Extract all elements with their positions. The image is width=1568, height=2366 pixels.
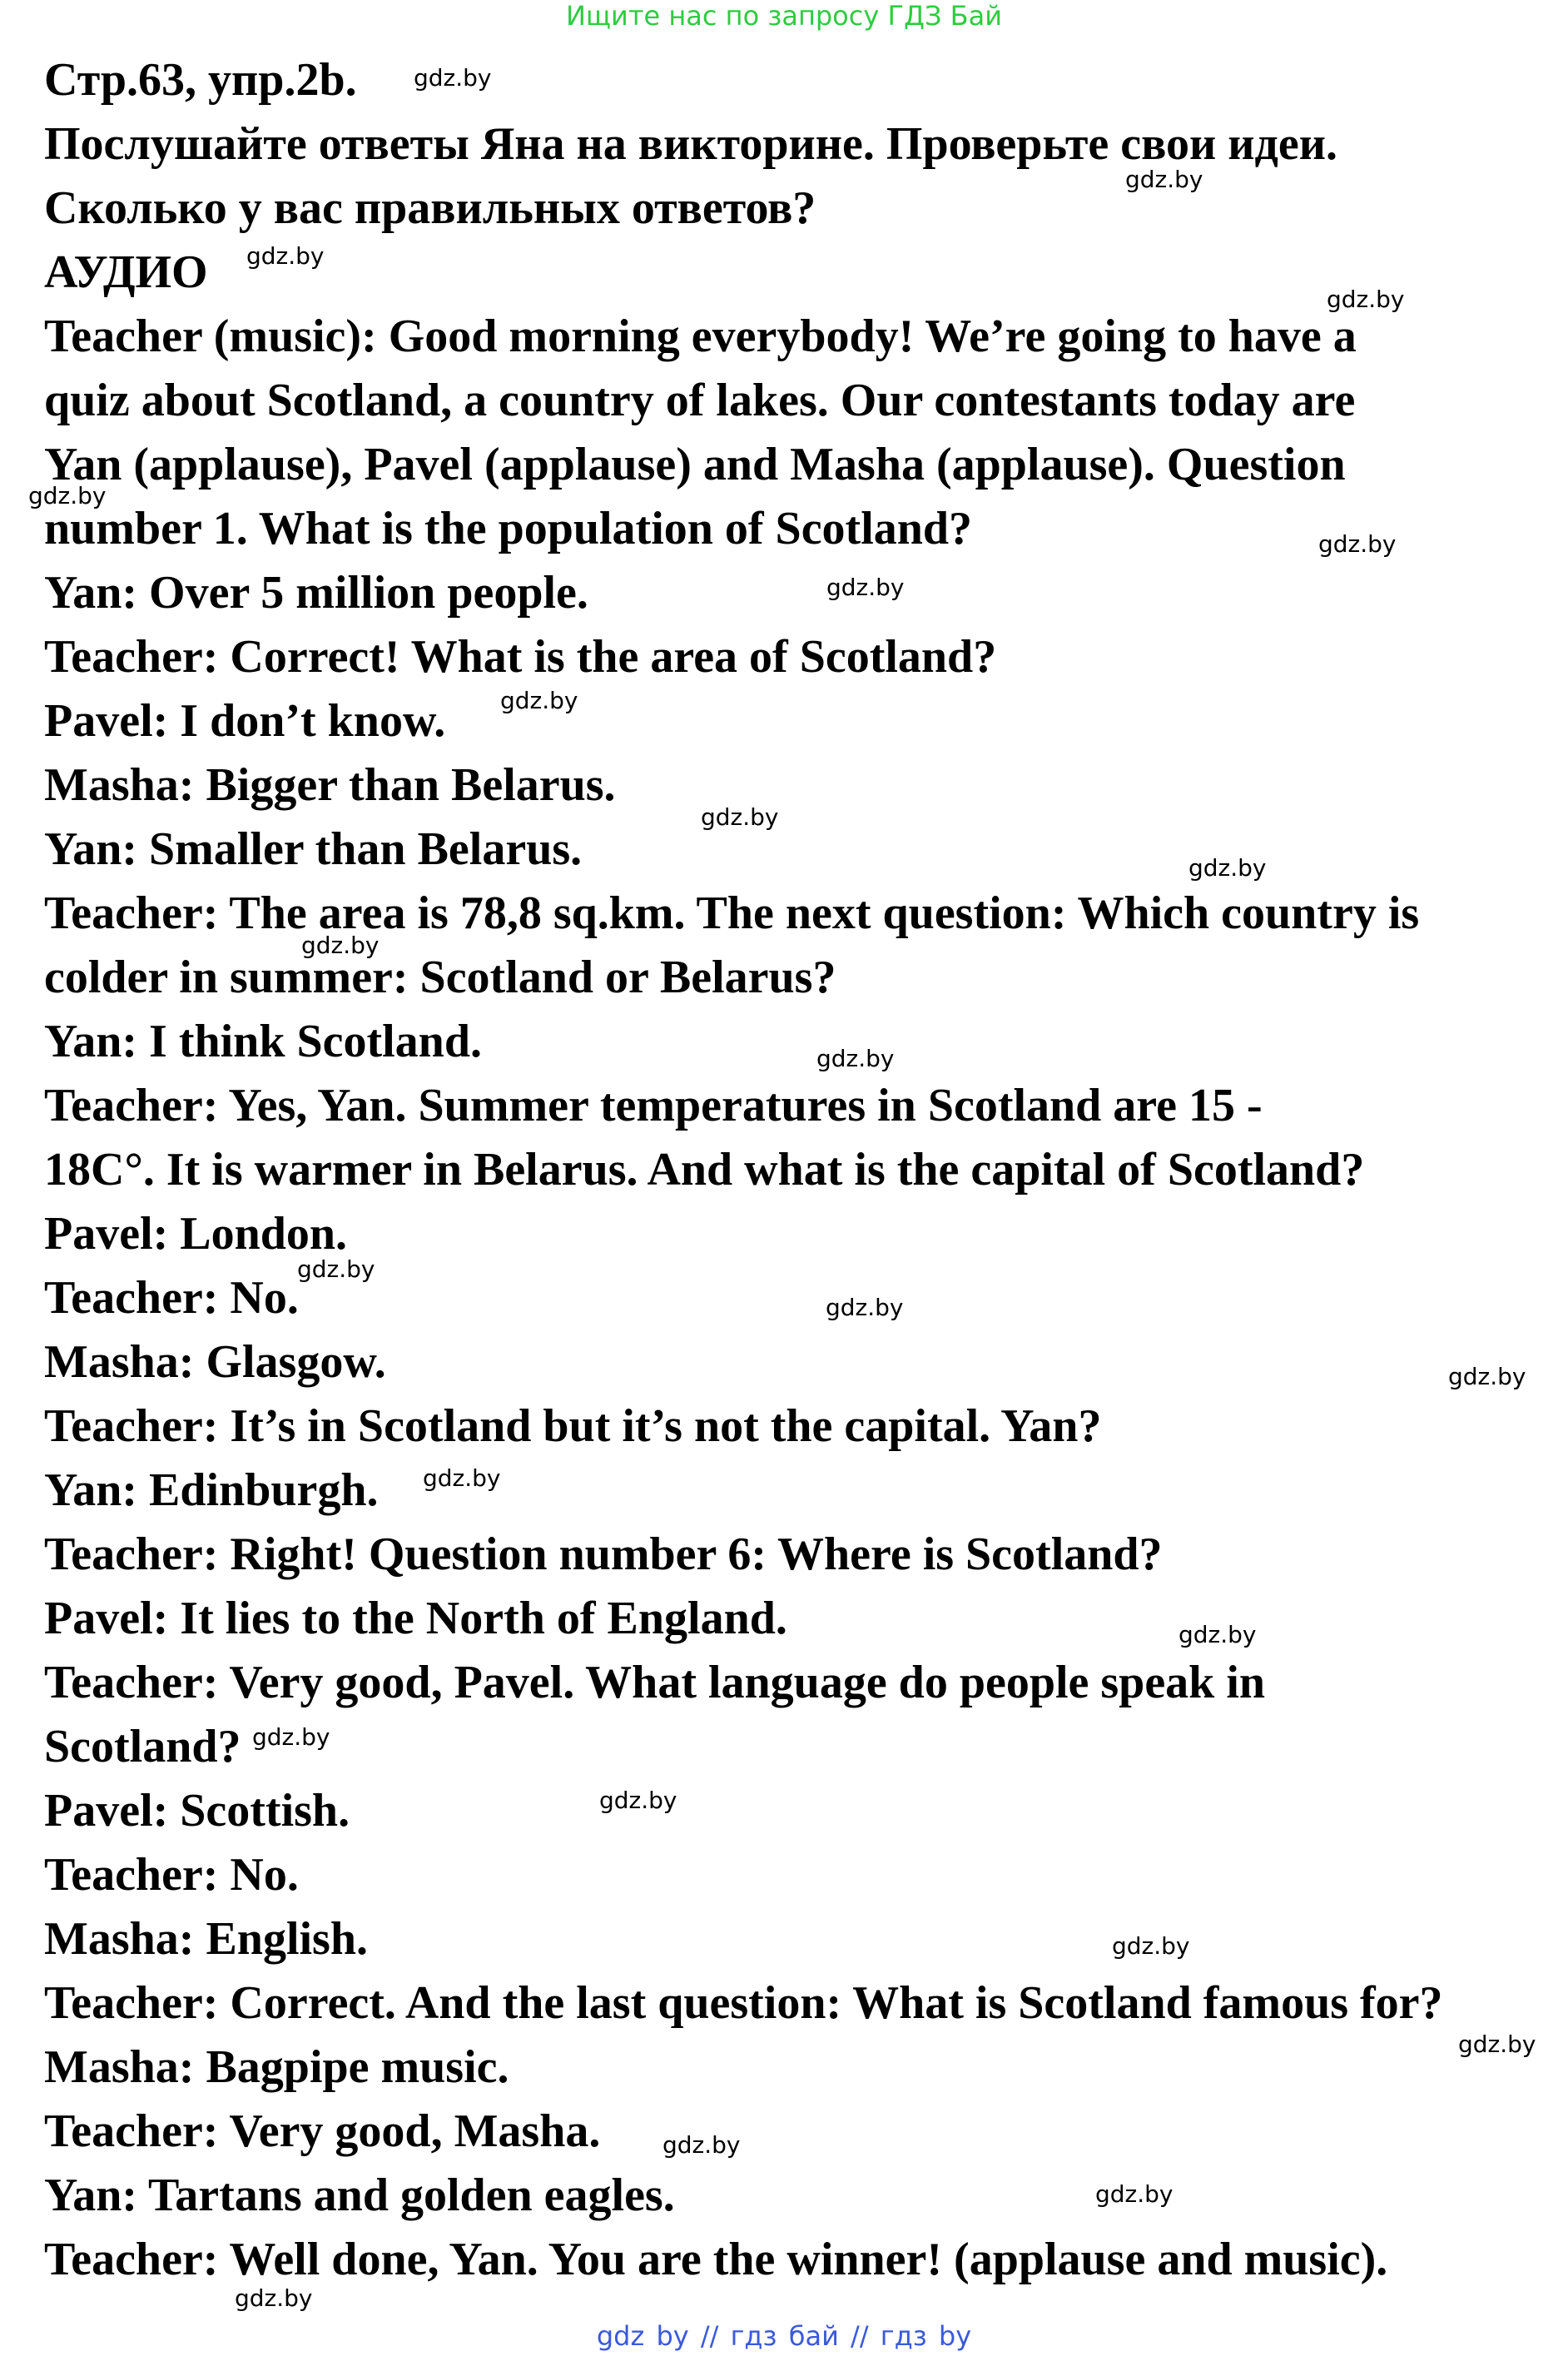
watermark: gdz.by [1327, 286, 1405, 313]
transcript-line: number 1. What is the population of Scotland? [44, 503, 973, 554]
transcript-line: colder in summer: Scotland or Belarus? [44, 952, 836, 1003]
watermark: gdz.by [301, 932, 380, 959]
watermark: gdz.by [1178, 1621, 1257, 1648]
watermark: gdz.by [599, 1787, 677, 1814]
watermark: gdz.by [235, 2284, 313, 2312]
watermark: gdz.by [1125, 166, 1203, 193]
transcript-line: Teacher: No. [44, 1849, 299, 1901]
transcript-line: Masha: English. [44, 1913, 368, 1965]
watermark: gdz.by [1318, 530, 1397, 558]
transcript-line: Teacher: Well done, Yan. You are the winner! (applause and music). [44, 2234, 1388, 2285]
transcript-line: Masha: Bigger than Belarus. [44, 759, 616, 811]
transcript-line: Pavel: London. [44, 1208, 348, 1260]
watermark: gdz.by [701, 803, 779, 831]
task-instruction-line-2: Сколько у вас правильных ответов? [44, 182, 816, 234]
watermark: gdz.by [816, 1045, 895, 1072]
transcript-line: Teacher: Right! Question number 6: Where is Scotland? [44, 1528, 1163, 1580]
transcript-line: 18C°. It is warmer in Belarus. And what is the capital of Scotland? [44, 1144, 1365, 1195]
exercise-heading: Стр.63, упр.2b. [44, 54, 357, 106]
transcript-line: Pavel: I don’t know. [44, 695, 446, 747]
transcript-line: Yan: Smaller than Belarus. [44, 823, 583, 875]
watermark: gdz.by [252, 1723, 330, 1751]
transcript-line: quiz about Scotland, a country of lakes. Our contestants today are [44, 375, 1356, 426]
watermark: gdz.by [297, 1255, 375, 1283]
audio-label: АУДИО [44, 246, 208, 298]
transcript-line: Teacher: Very good, Masha. [44, 2105, 601, 2157]
transcript-line: Teacher: No. [44, 1272, 299, 1324]
transcript-line: Teacher: Correct! What is the area of Scotland? [44, 631, 997, 683]
watermark: gdz.by [423, 1464, 501, 1492]
watermark: gdz.by [1188, 854, 1267, 882]
task-instruction-line-1: Послушайте ответы Яна на викторине. Проверьте свои идеи. [44, 118, 1337, 170]
transcript-line: Yan (applause), Pavel (applause) and Masha (applause). Question [44, 439, 1346, 490]
watermark: gdz.by [246, 242, 325, 270]
transcript-line: Yan: Tartans and golden eagles. [44, 2170, 675, 2221]
watermark: gdz.by [826, 574, 905, 601]
search-banner: Ищите нас по запросу ГДЗ Бай [565, 0, 1003, 32]
transcript-line: Yan: I think Scotland. [44, 1016, 482, 1067]
transcript-line: Teacher: Yes, Yan. Summer temperatures in Scotland are 15 - [44, 1080, 1263, 1131]
watermark: gdz.by [1112, 1932, 1190, 1960]
watermark: gdz.by [28, 482, 107, 509]
transcript-line: Scotland? [44, 1721, 241, 1772]
transcript-line: Teacher: It’s in Scotland but it’s not the capital. Yan? [44, 1400, 1102, 1452]
transcript-line: Yan: Edinburgh. [44, 1464, 379, 1516]
transcript-line: Teacher: Correct. And the last question: What is Scotland famous for? [44, 1977, 1443, 2029]
watermark: gdz.by [1458, 2030, 1536, 2058]
watermark: gdz.by [826, 1294, 904, 1321]
watermark: gdz.by [500, 687, 578, 714]
watermark: gdz.by [1448, 1363, 1526, 1390]
watermark: gdz.by [1095, 2180, 1174, 2208]
transcript-line: Pavel: Scottish. [44, 1785, 350, 1837]
transcript-line: Masha: Glasgow. [44, 1336, 386, 1388]
transcript-line: Teacher: Very good, Pavel. What language do people speak in [44, 1657, 1266, 1708]
watermark: gdz.by [414, 64, 492, 92]
footer-links: gdz by // гдз бай // гдз by [596, 2320, 972, 2352]
watermark: gdz.by [662, 2131, 741, 2159]
transcript-line: Teacher: The area is 78,8 sq.km. The next question: Which country is [44, 887, 1420, 939]
transcript-line: Pavel: It lies to the North of England. [44, 1593, 787, 1644]
transcript-line: Yan: Over 5 million people. [44, 567, 588, 619]
transcript-line: Masha: Bagpipe music. [44, 2041, 509, 2093]
transcript-line: Teacher (music): Good morning everybody! We’re going to have a [44, 311, 1357, 362]
